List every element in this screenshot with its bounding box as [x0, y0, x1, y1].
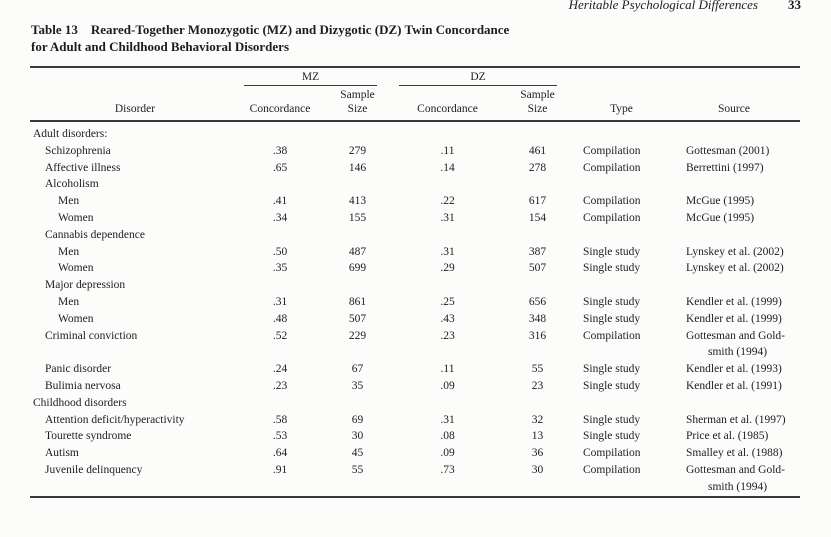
source-cell	[668, 328, 800, 362]
type-cell: Single study	[583, 363, 641, 376]
source-line1: Kendler et al. (1993)	[686, 363, 782, 376]
dz-concordance-cell: .11	[440, 144, 455, 157]
type-cell: Compilation	[583, 329, 641, 342]
mz-sample-cell: 146	[348, 161, 367, 174]
source-cell	[668, 193, 800, 210]
dz-concordance-cell: .29	[440, 262, 455, 275]
dz-concordance-cell: .31	[440, 413, 455, 426]
dz-concordance-column-header: Concordance	[395, 86, 500, 121]
table-row	[30, 378, 800, 395]
source-line1: Lynskey et al. (2002)	[686, 245, 784, 258]
source-line1: Kendler et al. (1999)	[686, 312, 782, 325]
mz-concordance-cell: .58	[272, 413, 288, 426]
dz-sample-size-column-header: Sample Size	[500, 86, 575, 121]
disorder-cell: Criminal conviction	[45, 329, 138, 342]
table-row	[30, 160, 800, 177]
source-line1: Kendler et al. (1999)	[686, 295, 782, 308]
type-cell: Compilation	[583, 161, 641, 174]
dz-sample-cell: 23	[531, 379, 544, 392]
mz-concordance-cell: .34	[272, 211, 288, 224]
table-row	[30, 428, 800, 445]
table-title-text: Reared-Together Monozygotic (MZ) and Dizygotic (DZ) Twin Concordance	[90, 22, 510, 37]
mz-sample-cell: 155	[348, 211, 367, 224]
dz-concordance-cell: .73	[440, 463, 455, 476]
dz-sample-cell: 13	[531, 430, 544, 443]
source-line2: smith (1994)	[708, 346, 768, 359]
mz-concordance-cell: .52	[272, 329, 288, 342]
source-line2: smith (1994)	[708, 480, 768, 493]
table-row	[30, 294, 800, 311]
disorder-cell: Women	[58, 211, 94, 224]
source-line1: Sherman et al. (1997)	[686, 413, 786, 426]
mz-sample-cell: 279	[348, 144, 367, 157]
source-cell	[668, 260, 800, 277]
type-cell: Single study	[583, 312, 641, 325]
source-line1: Lynskey et al. (2002)	[686, 262, 784, 275]
disorder-cell: Affective illness	[45, 161, 121, 174]
section-label: Childhood disorders	[33, 396, 127, 409]
source-cell	[668, 311, 800, 328]
source-cell	[668, 210, 800, 227]
type-cell: Compilation	[583, 447, 641, 460]
dz-sample-cell: 656	[528, 295, 547, 308]
table-row	[30, 445, 800, 462]
dz-sample-cell: 55	[531, 363, 544, 376]
mz-concordance-cell: .38	[272, 144, 288, 157]
spacer-cell	[668, 67, 800, 86]
source-line1: Berrettini (1997)	[686, 161, 764, 174]
dz-sample-cell: 30	[531, 463, 544, 476]
mz-sample-cell: 69	[351, 413, 364, 426]
dz-concordance-cell: .25	[440, 295, 455, 308]
mz-sample-cell: 487	[348, 245, 367, 258]
dz-sample-cell: 387	[528, 245, 547, 258]
mz-concordance-cell: .53	[272, 430, 288, 443]
mz-sample-cell: 55	[351, 463, 364, 476]
source-line1: Price et al. (1985)	[686, 430, 769, 443]
type-column-header: Type	[575, 86, 668, 121]
disorder-cell: Bulimia nervosa	[45, 379, 121, 392]
mz-sample-cell: 67	[351, 363, 364, 376]
disorder-cell: Schizophrenia	[45, 144, 111, 157]
source-line1: Gottesman and Gold-	[686, 463, 786, 476]
disorder-cell: Juvenile delinquency	[45, 463, 143, 476]
disorder-cell: Panic disorder	[45, 363, 112, 376]
table-title-line1	[31, 22, 671, 39]
mz-concordance-cell: .24	[272, 363, 288, 376]
source-cell	[668, 160, 800, 177]
running-head	[569, 0, 801, 13]
section-label: Adult disorders:	[33, 128, 108, 140]
dz-sample-cell: 278	[528, 161, 547, 174]
dz-concordance-cell: .09	[440, 379, 455, 392]
source-cell	[668, 462, 800, 497]
table-header	[30, 67, 800, 121]
mz-concordance-cell: .64	[272, 447, 288, 460]
table-row	[30, 176, 800, 193]
mz-sample-cell: 229	[348, 329, 367, 342]
source-cell	[668, 244, 800, 261]
dz-sample-cell: 507	[528, 262, 547, 275]
source-line1: Kendler et al. (1991)	[686, 379, 782, 392]
table-row	[30, 462, 800, 497]
disorder-cell: Men	[58, 245, 80, 258]
subgroup-label: Cannabis dependence	[45, 228, 145, 241]
disorder-cell: Tourette syndrome	[45, 430, 132, 443]
mz-group-header: MZ	[244, 71, 377, 86]
type-cell: Compilation	[583, 211, 641, 224]
table-body	[30, 121, 800, 497]
table-number-label: Table 13	[31, 22, 78, 37]
table-title-line2: for Adult and Childhood Behavioral Disorders	[31, 38, 290, 54]
mz-concordance-cell: .41	[272, 195, 288, 208]
mz-concordance-column-header: Concordance	[240, 86, 320, 121]
dz-concordance-cell: .31	[440, 245, 455, 258]
source-line1: Gottesman (2001)	[686, 144, 770, 157]
dz-sample-cell: 461	[528, 144, 547, 157]
source-line1: Gottesman and Gold-	[686, 329, 786, 342]
dz-sample-cell: 32	[531, 413, 544, 426]
mz-sample-cell: 35	[351, 379, 364, 392]
running-head-title: Heritable Psychological Differences	[568, 0, 758, 12]
disorder-cell: Women	[58, 262, 94, 275]
table-row	[30, 328, 800, 362]
dz-concordance-cell: .11	[440, 363, 455, 376]
mz-sample-size-column-header: Sample Size	[320, 86, 395, 121]
mz-concordance-cell: .35	[272, 262, 288, 275]
dz-sample-cell: 36	[531, 447, 544, 460]
dz-concordance-cell: .14	[440, 161, 455, 174]
dz-sample-cell: 617	[528, 195, 547, 208]
dz-concordance-cell: .43	[440, 312, 455, 325]
dz-group-header: DZ	[399, 71, 557, 86]
dz-concordance-cell: .08	[440, 430, 455, 443]
table-row	[30, 193, 800, 210]
type-cell: Single study	[583, 379, 641, 392]
dz-concordance-cell: .23	[440, 329, 455, 342]
mz-sample-cell: 699	[348, 262, 367, 275]
source-cell	[668, 143, 800, 160]
type-cell: Compilation	[583, 195, 641, 208]
column-header-row	[30, 86, 800, 121]
spacer-cell	[575, 67, 668, 86]
type-cell: Single study	[583, 245, 641, 258]
type-cell: Single study	[583, 430, 641, 443]
mz-concordance-cell: .91	[272, 463, 288, 476]
source-line1: McGue (1995)	[686, 211, 755, 224]
group-header-row	[30, 67, 800, 86]
table-row	[30, 277, 800, 294]
disorder-cell: Men	[58, 295, 80, 308]
table-row	[30, 395, 800, 412]
dz-concordance-cell: .31	[440, 211, 455, 224]
disorder-column-header: Disorder	[30, 86, 240, 121]
table-row	[30, 260, 800, 277]
mz-group-header-cell	[240, 67, 395, 86]
dz-sample-cell: 154	[528, 211, 547, 224]
dz-concordance-cell: .22	[440, 195, 455, 208]
disorder-cell: Women	[58, 312, 94, 325]
table-row	[30, 412, 800, 429]
table-row	[30, 311, 800, 328]
table-row	[30, 361, 800, 378]
source-cell	[668, 428, 800, 445]
source-cell	[668, 361, 800, 378]
type-cell: Compilation	[583, 144, 641, 157]
table-row	[30, 121, 800, 143]
source-column-header: Source	[668, 86, 800, 121]
table-row	[30, 143, 800, 160]
page-number: 33	[788, 0, 801, 12]
mz-sample-cell: 45	[351, 447, 364, 460]
mz-concordance-cell: .23	[272, 379, 288, 392]
type-cell: Single study	[583, 413, 641, 426]
subgroup-label: Major depression	[45, 279, 126, 292]
table-row	[30, 210, 800, 227]
type-cell: Single study	[583, 295, 641, 308]
mz-concordance-cell: .31	[272, 295, 288, 308]
type-cell: Single study	[583, 262, 641, 275]
mz-concordance-cell: .65	[272, 161, 288, 174]
concordance-table	[30, 66, 800, 498]
dz-sample-cell: 348	[528, 312, 547, 325]
source-line1: McGue (1995)	[686, 195, 755, 208]
source-cell	[668, 445, 800, 462]
table-title	[31, 22, 671, 55]
mz-sample-cell: 30	[351, 430, 364, 443]
mz-sample-cell: 413	[348, 195, 367, 208]
dz-sample-cell: 316	[528, 329, 547, 342]
source-cell	[668, 378, 800, 395]
mz-concordance-cell: .50	[272, 245, 288, 258]
type-cell: Compilation	[583, 463, 641, 476]
mz-concordance-cell: .48	[272, 312, 288, 325]
disorder-cell: Attention deficit/hyperactivity	[45, 413, 185, 426]
disorder-cell: Autism	[45, 447, 79, 460]
source-cell	[668, 294, 800, 311]
disorder-cell: Men	[58, 195, 80, 208]
mz-sample-cell: 507	[348, 312, 367, 325]
source-line1: Smalley et al. (1988)	[686, 447, 783, 460]
dz-concordance-cell: .09	[440, 447, 455, 460]
spacer-cell	[30, 67, 240, 86]
table-row	[30, 244, 800, 261]
dz-group-header-cell	[395, 67, 575, 86]
source-cell	[668, 412, 800, 429]
mz-sample-cell: 861	[348, 295, 367, 308]
table-row	[30, 227, 800, 244]
subgroup-label: Alcoholism	[45, 178, 99, 191]
